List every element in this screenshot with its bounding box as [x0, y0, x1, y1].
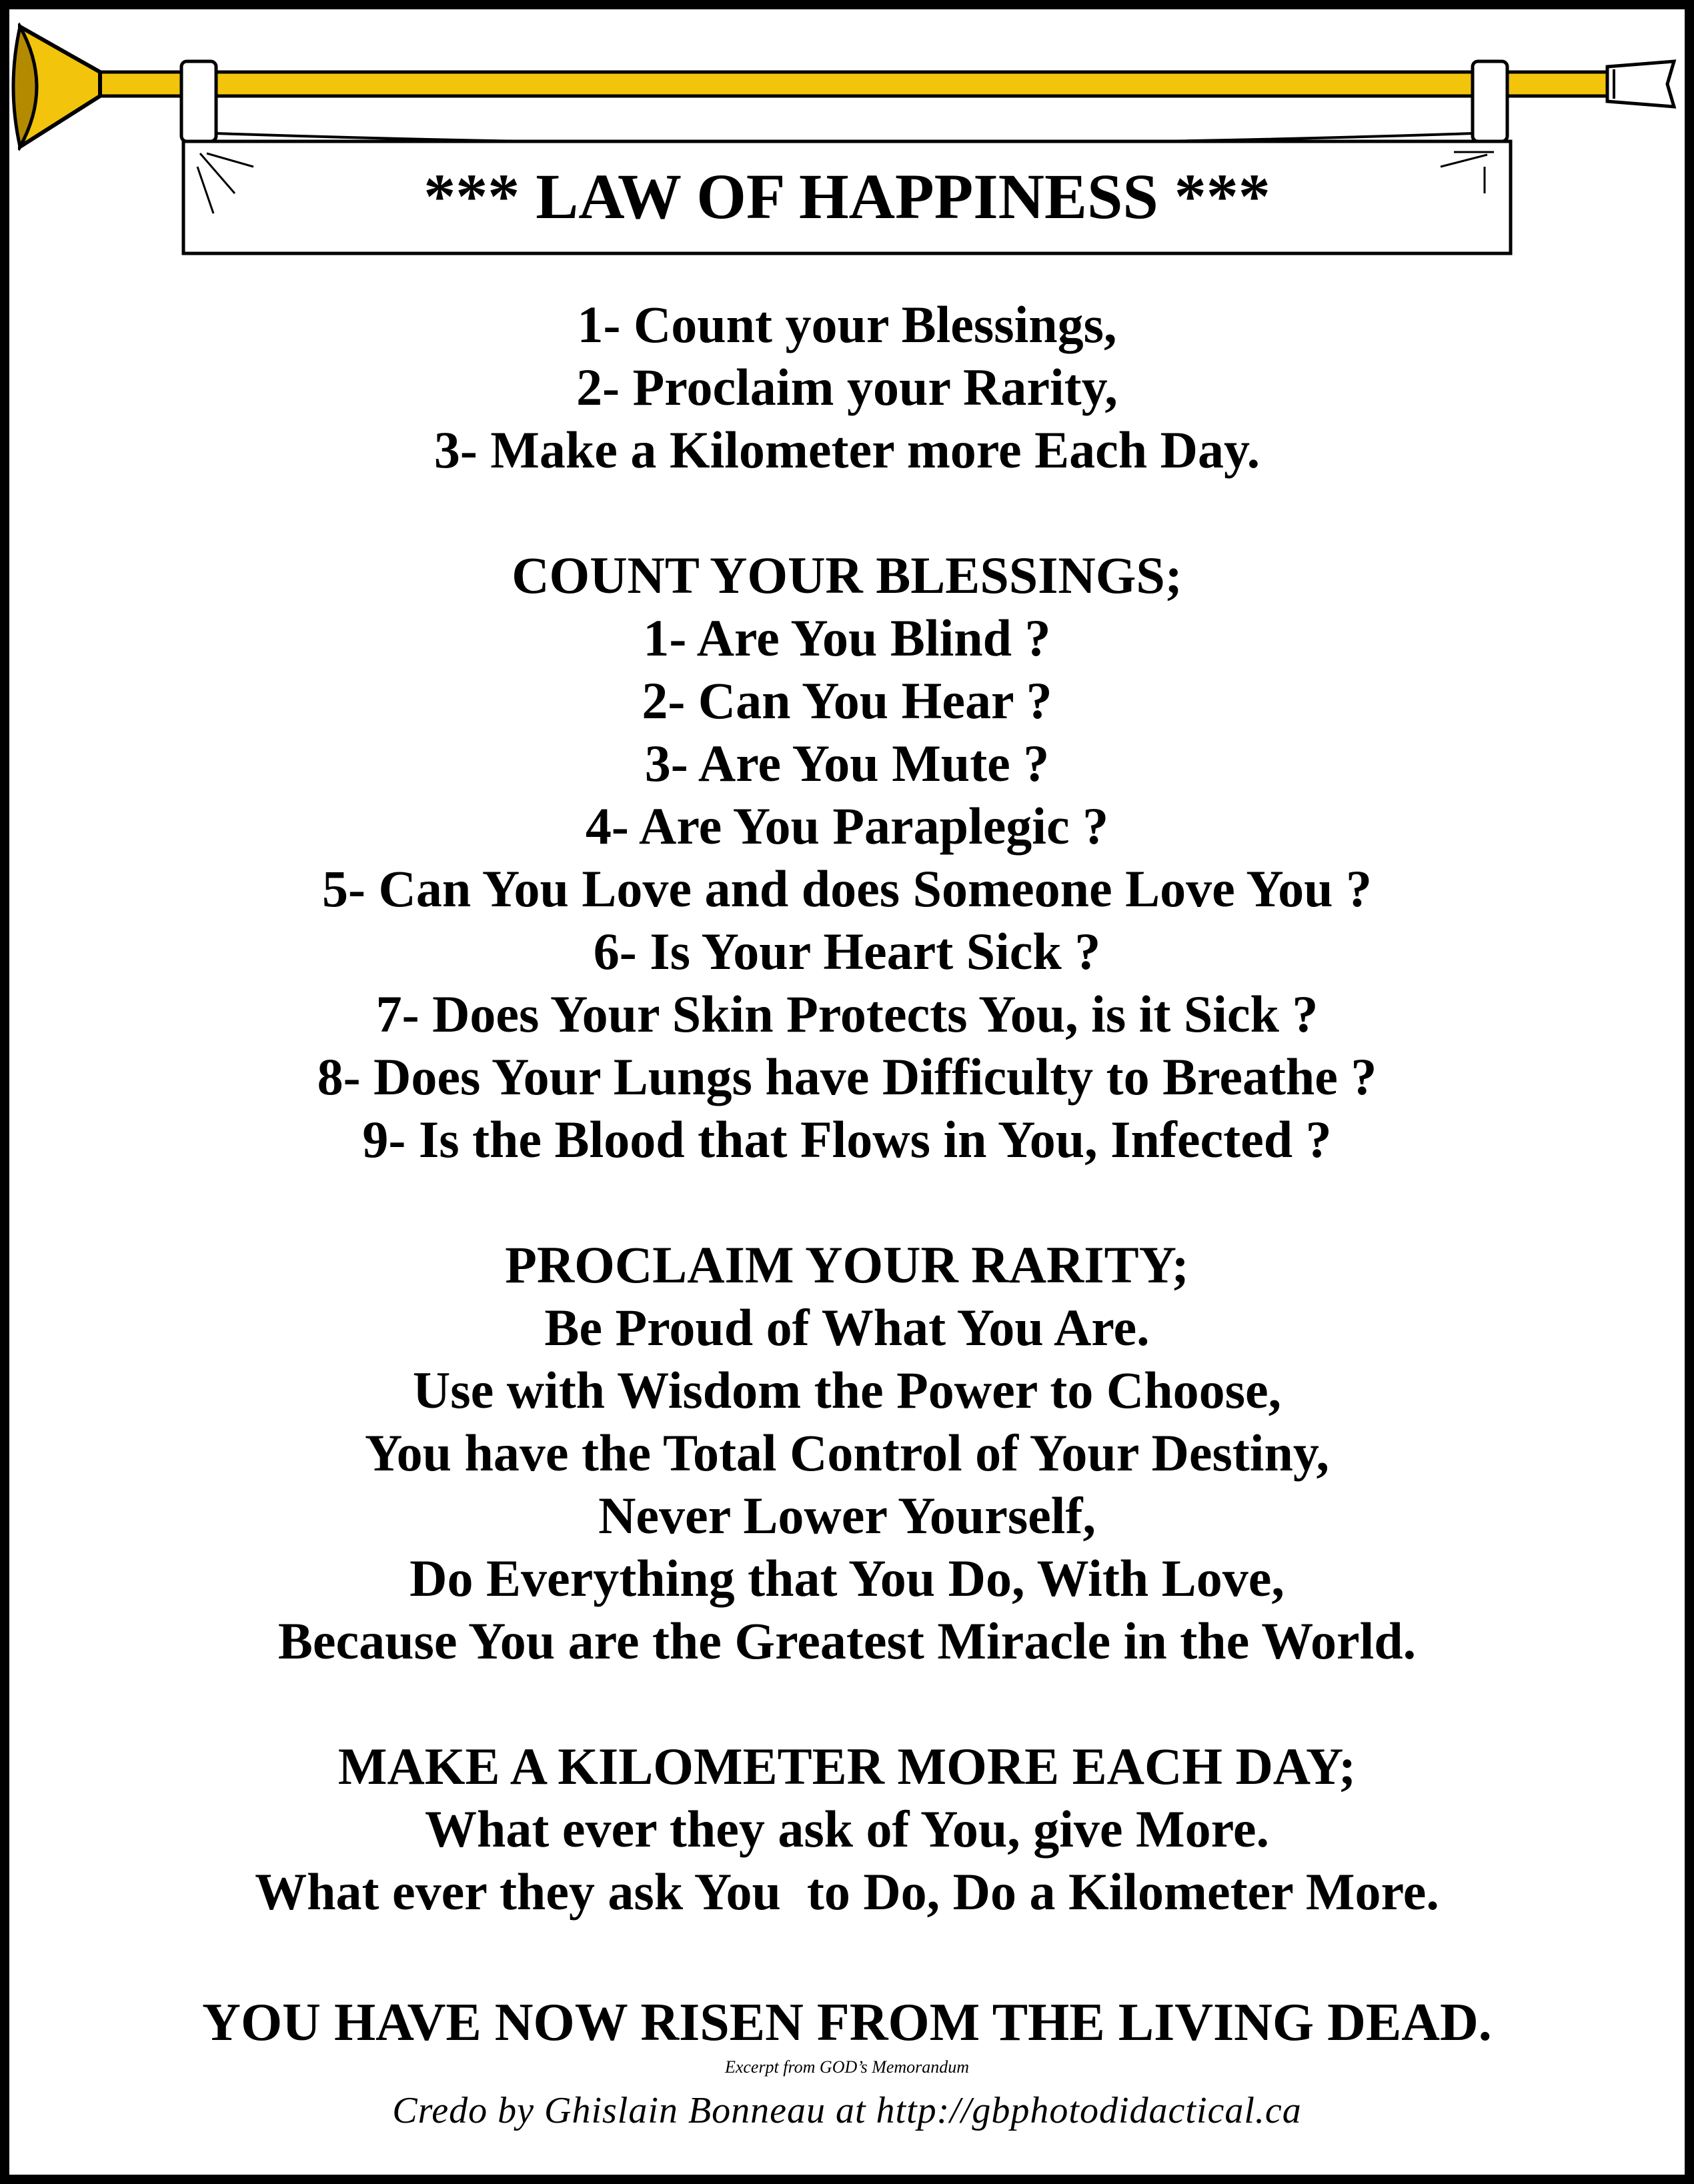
rarity-line: Never Lower Yourself,	[598, 1486, 1096, 1544]
blessing-item: 3- Are You Mute ?	[644, 734, 1050, 792]
blessing-item: 6- Is Your Heart Sick ?	[593, 922, 1101, 980]
rarity-line: Do Everything that You Do, With Love,	[409, 1549, 1285, 1607]
section-heading-blessings: COUNT YOUR BLESSINGS;	[512, 546, 1182, 604]
summary-item: 1- Count your Blessings,	[577, 295, 1117, 353]
rarity-section	[40, 1234, 1654, 1673]
kilometer-line: What ever they ask You to Do, Do a Kilometer More.	[255, 1863, 1439, 1921]
section-heading-rarity: PROCLAIM YOUR RARITY;	[505, 1236, 1189, 1294]
rarity-line: Use with Wisdom the Power to Choose,	[412, 1361, 1282, 1419]
summary-item: 3- Make a Kilometer more Each Day.	[434, 421, 1260, 479]
spacer	[40, 1673, 1654, 1735]
closing-statement: YOU HAVE NOW RISEN FROM THE LIVING DEAD.	[202, 1993, 1492, 2052]
summary-item: 2- Proclaim your Rarity,	[576, 358, 1118, 416]
rarity-line: Because You are the Greatest Miracle in the World.	[277, 1612, 1417, 1670]
blessing-item: 2- Can You Hear ?	[642, 672, 1052, 730]
page-title: *** LAW OF HAPPINESS ***	[424, 161, 1270, 232]
section-heading-kilometer: MAKE A KILOMETER MORE EACH DAY;	[337, 1737, 1357, 1795]
rarity-line: Be Proud of What You Are.	[544, 1298, 1150, 1356]
excerpt-note: Excerpt from GOD’s Memorandum	[724, 2057, 970, 2077]
kilometer-section	[40, 1735, 1654, 1923]
spacer	[40, 1171, 1654, 1234]
summary-list	[40, 293, 1654, 481]
blessing-item: 4- Are You Paraplegic ?	[585, 797, 1109, 855]
blessings-section	[40, 544, 1654, 1171]
blessing-item: 1- Are You Blind ?	[643, 609, 1051, 667]
blessing-item: 5- Can You Love and does Someone Love You ?	[322, 860, 1372, 918]
blessing-item: 9- Is the Blood that Flows in You, Infected ?	[362, 1110, 1332, 1168]
spacer	[40, 1923, 1654, 1986]
credo-credit: Credo by Ghislain Bonneau at http://gbphotodidactical.ca	[392, 2090, 1302, 2131]
blessing-item: 7- Does Your Skin Protects You, is it Sick ?	[375, 985, 1319, 1043]
spacer	[40, 481, 1654, 544]
blessing-item: 8- Does Your Lungs have Difficulty to Breathe ?	[317, 1048, 1377, 1106]
rarity-line: You have the Total Control of Your Destiny,	[364, 1424, 1330, 1482]
kilometer-line: What ever they ask of You, give More.	[425, 1800, 1269, 1858]
main-content	[40, 293, 1654, 2059]
